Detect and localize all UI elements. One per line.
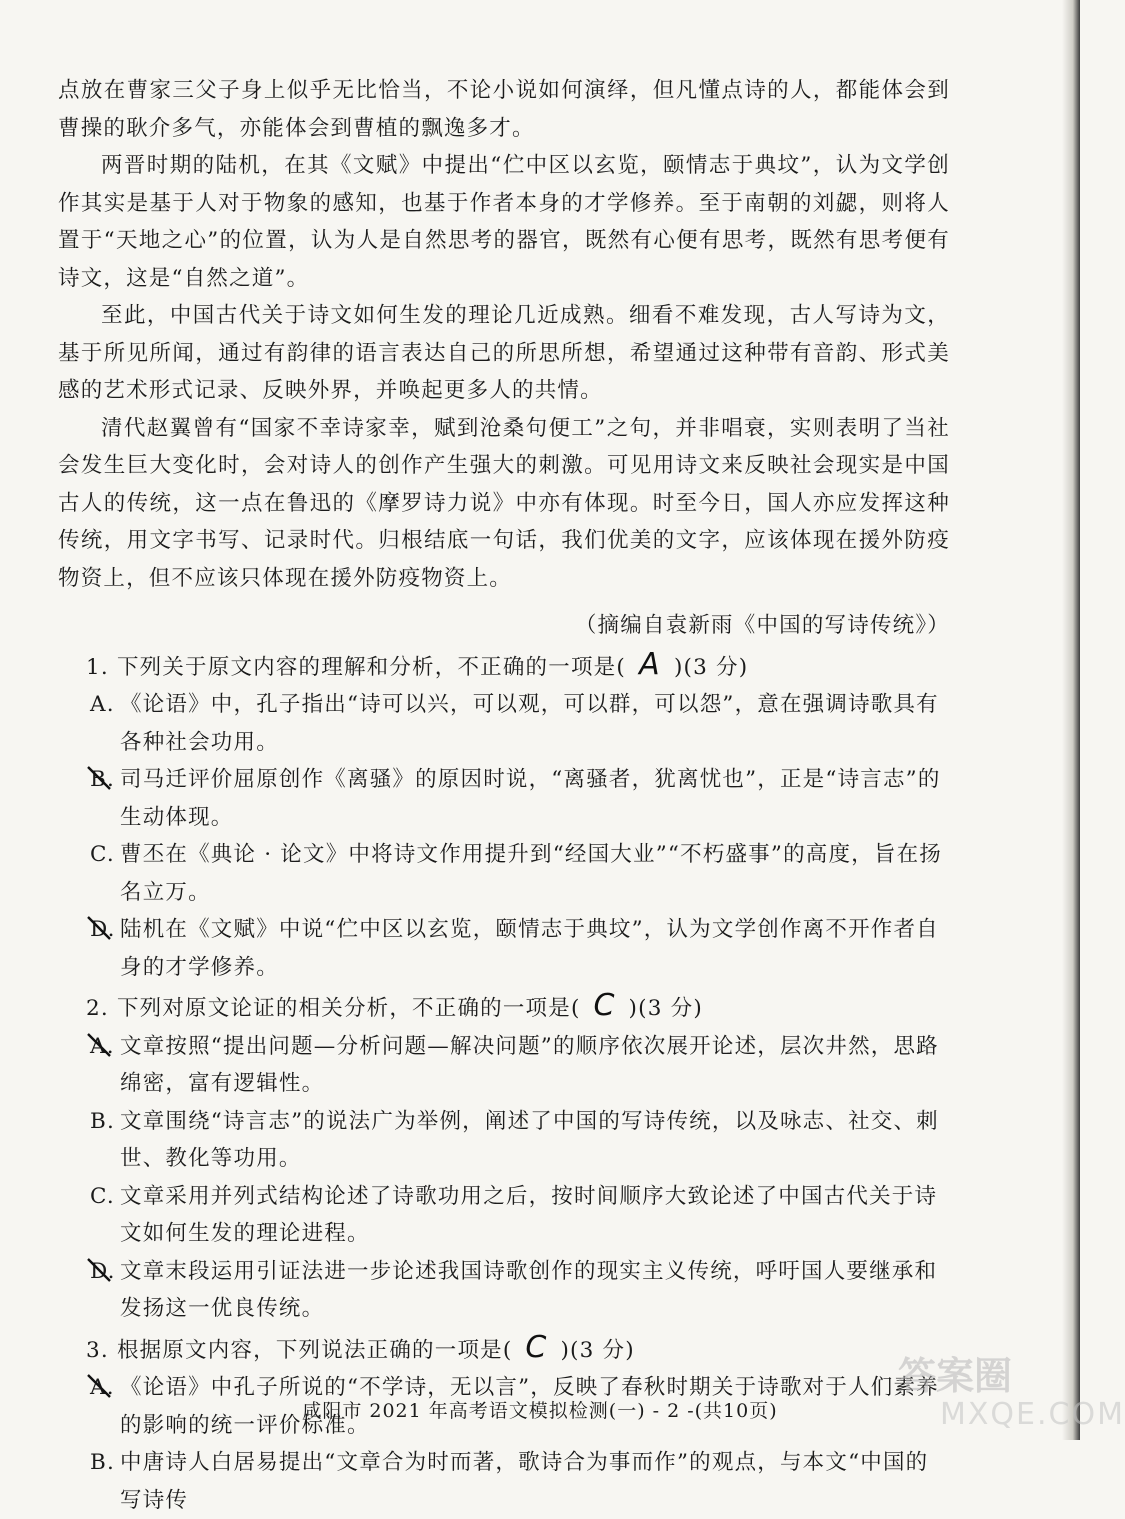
option-text: 文章末段运用引证法进一步论述我国诗歌创作的现实主义传统，呼吁国人要继承和发扬这一优良传统。 [120,1259,937,1322]
question-stem-text: 1. 下列关于原文内容的理解和分析，不正确的一项是( [86,655,626,680]
handwritten-answer: A [626,651,674,679]
option-text: 司马迁评价屈原创作《离骚》的原因时说，“离骚者，犹离忧也”，正是“诗言志”的生动体现。 [120,767,941,830]
question-score: )(3 分) [674,655,748,680]
question-2 [86,990,950,1328]
passage-source: （摘编自袁新雨《中国的写诗传统》） [58,607,950,645]
question-stem [86,649,950,687]
option-letter: B. [90,1444,115,1482]
option-a [120,1028,950,1103]
option-text: 《论语》中孔子所说的“不学诗，无以言”，反映了春秋时期关于诗歌对于人们素养的影响的统一评价标准。 [120,1375,939,1438]
option-text: 文章采用并列式结构论述了诗歌功用之后，按时间顺序大致论述了中国古代关于诗文如何生发的理论进程。 [120,1184,937,1247]
passage-paragraph-1: 点放在曹家三父子身上似乎无比恰当，不论小说如何演绎，但凡懂点诗的人，都能体会到曹操的耿介多气，亦能体会到曹植的飘逸多才。 [58,72,950,147]
option-b [120,1444,950,1519]
passage-paragraph-3: 至此，中国古代关于诗文如何生发的理论几近成熟。细看不难发现，古人写诗为文，基于所见所闻，通过有韵律的语言表达自己的所思所想，希望通过这种带有音韵、形式美感的艺术形式记录、反映外界，并唤起更多人的共情。 [58,297,950,410]
option-text: 文章按照“提出问题—分析问题—解决问题”的顺序依次展开论述，层次井然，思路绵密，富有逻辑性。 [120,1034,939,1097]
option-letter: D. [90,1253,116,1291]
option-letter: C. [90,1178,115,1216]
option-b [120,1103,950,1178]
page-edge-shadow [1062,0,1080,1440]
question-stem-text: 2. 下列对原文论证的相关分析，不正确的一项是( [86,996,581,1021]
page-footer: 咸阳市 2021 年高考语文模拟检测(一) - 2 -(共10页) [0,1396,1080,1423]
option-text: 中唐诗人白居易提出“文章合为时而著，歌诗合为事而作”的观点，与本文“中国的写诗传 [120,1450,928,1513]
option-text: 文章围绕“诗言志”的说法广为举例，阐述了中国的写诗传统，以及咏志、社交、刺世、教化等功用。 [120,1109,939,1172]
option-letter: A. [90,1028,115,1066]
option-a [120,686,950,761]
question-stem [86,1332,950,1370]
option-c [120,1178,950,1253]
option-d [120,911,950,986]
watermark-text: 答案圈 [898,1345,1012,1400]
question-1 [86,649,950,987]
option-c [120,836,950,911]
option-letter: B. [90,1103,115,1141]
option-text: 陆机在《文赋》中说“伫中区以玄览，颐情志于典坟”，认为文学创作离不开作者自身的才学修养。 [120,917,939,980]
handwritten-answer: C [512,1334,560,1362]
question-stem [86,990,950,1028]
option-text: 《论语》中，孔子指出“诗可以兴，可以观，可以群，可以怨”，意在强调诗歌具有各种社会功用。 [120,692,939,755]
option-letter: D. [90,911,116,949]
option-letter: A. [90,686,115,724]
handwritten-answer: C [581,992,629,1020]
question-3 [86,1332,950,1519]
option-text: 曹丕在《典论 · 论文》中将诗文作用提升到“经国大业”“不朽盛事”的高度，旨在扬名立万。 [120,842,942,905]
exam-content [58,72,950,1519]
passage-paragraph-4: 清代赵翼曾有“国家不幸诗家幸，赋到沧桑句便工”之句，并非唱衰，实则表明了当社会发生巨大变化时，会对诗人的创作产生强大的刺激。可见用诗文来反映社会现实是中国古人的传统，这一点在鲁迅的《摩罗诗力说》中亦有体现。时至今日，国人亦应发挥这种传统，用文字书写、记录时代。归根结底一句话，我们优美的文字，应该体现在援外防疫物资上，但不应该只体现在援外防疫物资上。 [58,410,950,598]
watermark-url: MXQE.COM [940,1397,1125,1432]
option-letter: C. [90,836,115,874]
question-score: )(3 分) [560,1338,634,1363]
option-d [120,1253,950,1328]
option-letter: A. [90,1369,115,1407]
question-score: )(3 分) [629,996,703,1021]
option-b [120,761,950,836]
option-letter: B. [90,761,115,799]
watermark-logo [890,1345,1070,1435]
passage-paragraph-2: 两晋时期的陆机，在其《文赋》中提出“伫中区以玄览，颐情志于典坟”，认为文学创作其实是基于人对于物象的感知，也基于作者本身的才学修养。至于南朝的刘勰，则将人置于“天地之心”的位置，认为人是自然思考的器官，既然有心便有思考，既然有思考便有诗文，这是“自然之道”。 [58,147,950,297]
question-stem-text: 3. 根据原文内容，下列说法正确的一项是( [86,1338,512,1363]
